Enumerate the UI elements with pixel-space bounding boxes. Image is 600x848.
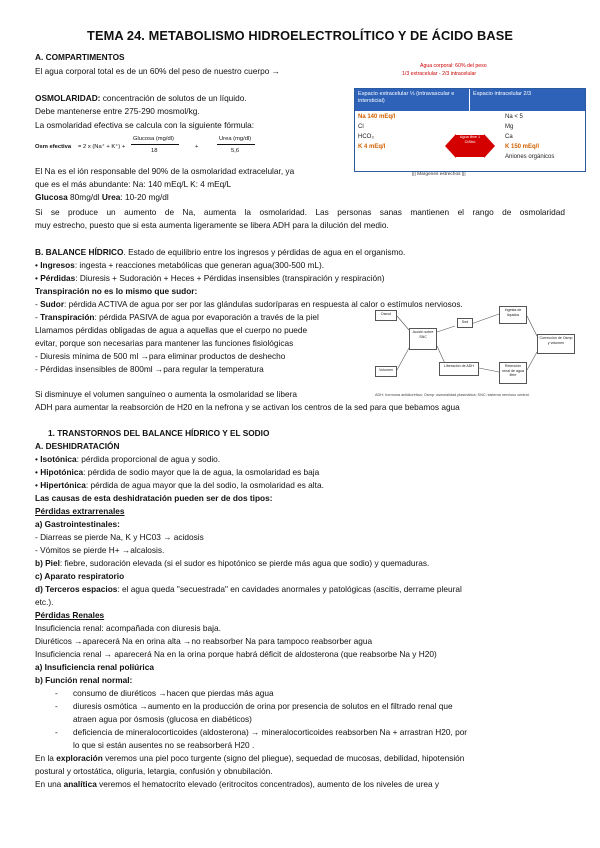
diagram-caption: 1/3 extracelular - 2/3 intracelular [402,71,477,77]
dash-marker: - [55,701,58,711]
term-text: : fiebre, sudoración elevada (si el sudor es hipotónico se pierde más agua que sodio) y quemaduras. [59,558,430,568]
term-text: : pérdida PASIVA de agua por evaporación a través de la piel [94,312,319,322]
paragraph-line [35,584,462,594]
subheading: b) Función renal normal: [35,675,133,685]
intra-k: K 150 mEq/l [505,144,540,150]
formula-lhs: Osm efectiva [35,144,72,150]
paragraph-line: Si disminuye el volumen sanguíneo o aumenta la osmolaridad se libera [35,389,297,399]
term-label: Hipotónica [40,467,84,477]
bullet-line: • Isotónica: pérdida proporcional de agua y sodio. [35,454,221,464]
extracellular-header: Espacio extracelular ⅓ (intravascular e intersticial) [355,89,469,111]
flow-adh: Liberación de ADH [439,362,479,376]
term-label: Glucosa [35,192,68,202]
formula-eq: = 2 x (Na⁺ + K⁺) + [78,144,126,150]
intra-na: Na < 5 [505,114,523,120]
term-text: : pérdida de sodio mayor que la de agua, la osmolaridad es baja [83,467,320,477]
paragraph-line: etc.). [35,597,54,607]
page-title: TEMA 24. METABOLISMO HIDROELECTROLÍTICO Y DE ÁCIDO BASE [87,28,513,43]
term-text: : Diuresis + Sudoración + Heces + Pérdidas insensibles (transpiración y respiración) [75,273,385,283]
paragraph-line: Las causas de esta deshidratación pueden ser de dos tipos: [35,493,273,503]
paragraph-line [35,753,464,763]
formula-plus: + [195,144,199,150]
term-text: veremos el hematocrito elevado (eritrocitos concentrados), aumento de los niveles de urea y [96,779,440,789]
paragraph-line: postural y ortostática, oliguria, letargia, confusión y obnubilación. [35,766,273,776]
term-text: . Estado de equilibrio entre los ingresos y pérdidas de agua en el organismo. [123,247,406,257]
subheading: Pérdidas extrarrenales [35,506,125,516]
term-label: OSMOLARIDAD: [35,93,101,103]
list-item: deficiencia de mineralocorticoides (aldosterona) → mineralocorticoides reabsorben Na + arrastran H20, por [73,727,468,737]
paragraph-line: - Sudor: pérdida ACTIVA de agua por ser por las glándulas sudoríparas en respuesta al calor o estímulos nerviosos. [35,299,463,309]
term-text: : pérdida proporcional de agua y sodio. [76,454,221,464]
formula-urea-den: 5,6 [231,148,240,154]
term-text: : pérdida de agua mayor que la del sodio, la osmolaridad es alta. [85,480,324,490]
paragraph-line: Transpiración no es lo mismo que sudor: [35,286,198,296]
paragraph-line [35,779,439,789]
bullet-line: • Hipotónica: pérdida de sodio mayor que la de agua, la osmolaridad es baja [35,467,320,477]
term-text: En una [35,779,64,789]
paragraph-line [35,247,405,257]
paragraph-line: Si se produce un aumento de Na, aumenta la osmolaridad. Las personas sanas mantienen el rango de osmolaridad [35,207,565,217]
water-balance-flow-diagram [373,302,577,390]
flow-sed: Sed [457,318,473,328]
subheading: c) Aparato respiratorio [35,571,125,581]
flow-caption: ADH: hormona antidiurética; Osmp: osmolalidad plasmática; SNC: sistema nervioso central. [375,393,530,397]
extra-hco3: HCO₃ [358,134,374,140]
list-item: lo que si están ausentes no se reabsorberá H20 . [73,740,255,750]
flow-ingesta: Ingesta de líquidos [499,306,527,324]
paragraph-line: - Pérdidas insensibles de 800ml →para regular la temperatura [35,364,264,374]
right-arrow-icon [484,134,495,158]
term-label: Hipertónica [40,480,86,490]
bullet-line: • Hipertónica: pérdida de agua mayor que la del sodio, la osmolaridad es alta. [35,480,324,490]
term-label: b) Piel [35,558,60,568]
subheading: a) Insuficiencia renal poliúrica [35,662,154,672]
paragraph-line: - Diuresis mínima de 500 ml →para eliminar productos de deshecho [35,351,286,361]
flow-retencion: Retención renal de agua libre [499,362,527,384]
term-label: d) Terceros espacios [35,584,118,594]
bullet-line: • Ingresos: ingesta + reacciones metabólicas que generan agua(300-500 mL). [35,260,325,270]
extra-k: K 4 mEq/l [358,144,386,150]
term-text: En la [35,753,57,763]
paragraph-line [35,93,247,103]
section-heading: B. BALANCE HÍDRICO [35,247,124,257]
osmolarity-formula [35,134,275,164]
paragraph-line: - Diarreas se pierde Na, K y HC03 → acidosis [35,532,204,542]
paragraph-line [35,192,169,202]
paragraph-line: Llamamos pérdidas obligadas de agua a aquellas que el cuerpo no puede [35,325,308,335]
term-text: : ingesta + reacciones metabólicas que generan agua(300-500 mL). [74,260,325,270]
diagram-caption: Agua corporal: 60% del peso [420,63,487,69]
paragraph-line: Diuréticos →aparecerá Na en orina alta →no reabsorber Na para tampoco reabsorber agua [35,636,373,646]
term-text: : el agua queda "secuestrada" en cavidades anormales y patológicas (ascitis, derrame pleural [117,584,462,594]
fraction-bar [131,144,179,145]
paragraph-line: muy estrecho, puesto que si esta aumenta ligeramente se libera ADH para la dilución del medio. [35,220,389,230]
dash-marker: - [55,727,58,737]
term-label: Transpiración [40,312,95,322]
term-label: Isotónica [40,454,77,464]
extra-cl: Cl [358,124,364,130]
formula-glucose-den: 18 [151,148,158,154]
paragraph-line: que es el más abundante: Na: 140 mEq/L K: 4 mEq/L [35,179,232,189]
dash-marker: - [55,688,58,698]
diagram-footer: ||| Márgenes estrechos ||| [412,172,466,177]
paragraph-line: - Vómitos se pierde H+ →alcalosis. [35,545,165,555]
subheading: a) Gastrointestinales: [35,519,120,529]
intra-ca: Ca [505,134,513,140]
term-text: : pérdida ACTIVA de agua por ser por las glándulas sudoríparas en respuesta al calor o estímulos nerviosos. [64,299,463,309]
compartments-diagram [354,88,586,172]
intra-anions: Aniones orgánicos [505,154,555,160]
flow-osm: Osmol [375,310,397,321]
flow-volumen: Volumen [375,366,397,377]
paragraph-line: - Transpiración: pérdida PASIVA de agua por evaporación a través de la piel [35,312,319,322]
paragraph-line: ADH para aumentar la reabsorción de H20 en la nefrona y se activan los centros de la sed para que bebamos agua [35,402,460,412]
term-label: exploración [56,753,103,763]
bullet-line: • Pérdidas: Diuresis + Sudoración + Heces + Pérdidas insensibles (transpiración y respiración) [35,273,385,283]
intra-mg: Mg [505,124,514,130]
term-text: : 10-20 mg/dl [120,192,169,202]
term-label: Sudor [40,299,65,309]
section-heading: 1. TRANSTORNOS DEL BALANCE HÍDRICO Y EL SODIO [48,428,270,438]
paragraph-line: La osmolaridad efectiva se calcula con la siguiente fórmula: [35,120,255,130]
term-label: Ingresos [40,260,75,270]
paragraph-line [35,558,429,568]
section-heading: A. DESHIDRATACIÓN [35,441,120,451]
paragraph-line: Insuficiencia renal: acompañada con diuresis baja. [35,623,221,633]
formula-glucose-num: Glucosa (mg/dl) [133,136,174,142]
term-text: veremos una piel poco turgente (signo del pliegue), sequedad de mucosas, debilidad, hipotensión [102,753,465,763]
flow-correccion: Corrección de Osmp y volumen [537,334,575,354]
section-heading: A. COMPARTIMENTOS [35,52,125,62]
list-item: diuresis osmótica →aumento en la producción de orina por presencia de solutos en el filtrado renal que [73,701,453,711]
formula-urea-num: Urea (mg/dl) [219,136,252,142]
paragraph-line: Debe mantenerse entre 275-290 mosmol/kg. [35,106,200,116]
term-text: 80mg/dl [67,192,102,202]
term-text: concentración de solutos de un líquido. [100,93,247,103]
subheading: Pérdidas Renales [35,610,105,620]
flow-snc: Acción sobre SNC [409,328,437,350]
list-item: atraen agua por ósmosis (glucosa en diabéticos) [73,714,252,724]
extra-na: Na 140 mEq/l [358,114,396,120]
free-water-box: Agua libre 1 Cl/litro [455,135,485,157]
term-label: Urea [101,192,121,202]
paragraph-line: evitar, porque son necesarias para mantener las funciones fisiológicas [35,338,294,348]
term-label: Pérdidas [40,273,76,283]
fraction-bar [217,144,255,145]
list-item: consumo de diuréticos →hacen que pierdas más agua [73,688,274,698]
paragraph-line: Insuficiencia renal → aparecerá Na en la orina porque habrá déficit de aldosterona (que reabsorbe Na y H20) [35,649,437,659]
paragraph-line: El Na es el ión responsable del 90% de la osmolaridad extracelular, ya [35,166,295,176]
intracellular-header: Espacio intracelular 2/3 [470,89,585,111]
term-label: analítica [63,779,97,789]
paragraph-line: El agua corporal total es de un 60% del peso de nuestro cuerpo → [35,66,280,76]
